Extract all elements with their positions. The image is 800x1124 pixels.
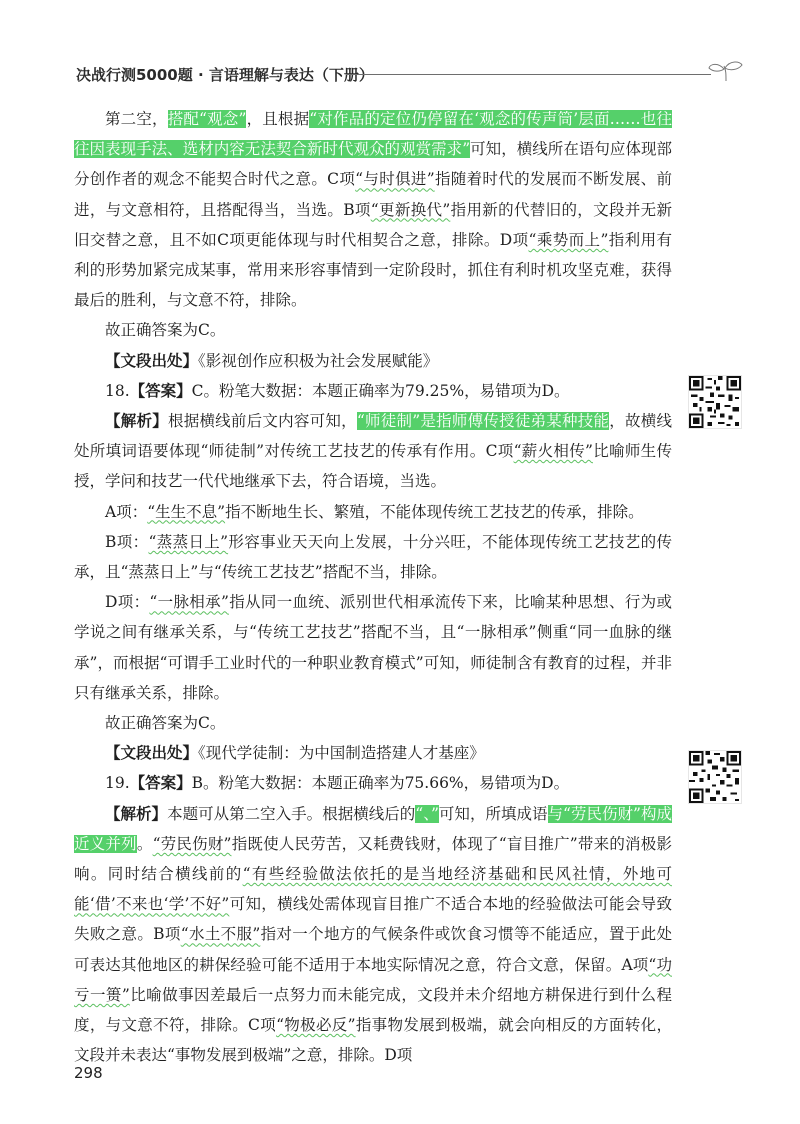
page-number: 298 [74, 1064, 103, 1082]
answer-label: 【答案】 [129, 380, 192, 400]
paragraph: 第二空，搭配“观念”，且根据“对作品的定位仍停留在‘观念的传声筒’层面……也往往因表现手法、选材内容无法契合新时代观众的观赏需求”可知，横线所在语句应体现部分创作者的观念不能契合时代之意。C项“与时俱进”指随着时代的发展而不断发展、前进，与文意相符，且搭配得当，当选。B项“更新换代”指用新的代替旧的，文段并无新旧交替之意，且不如C项更能体现与时代相契合之意，排除。D项“乘势而上”指利用有利的形势加紧完成某事，常用来形容事情到一定阶段时，抓住有利时机攻坚克难，获得最后的胜利，与文意不符，排除。 [74, 110, 672, 310]
highlight: 搭配“观念” [167, 110, 247, 128]
qr-code-icon[interactable] [688, 750, 742, 804]
source-line [74, 346, 672, 376]
paragraph: B项：“蒸蒸日上”形容事业天天向上发展，十分兴旺，不能体现传统工艺技艺的传承，且“蒸蒸日上”与“传统工艺技艺”搭配不当，排除。 [74, 532, 672, 582]
paragraph: 【解析】本题可从第二空入手。根据横线后的“、”可知，所填成语与“劳民伤财”构成近义并列。“劳民伤财”指既使人民劳苦，又耗费钱财，体现了“盲目推广”带来的消极影响。同时结合横线前的“有些经验做法依托的是当地经济基础和民风社情，外地可能‘借’不来也‘学’不好”可知，横线处需体现盲目推广不适合本地的经验做法可能会导致失败之意。B项“水土不服”指对一个地方的气候条件或饮食习惯等不能适应，置于此处可表达其他地区的耕保经验可能不适用于本地实际情况之意，符合文意，保留。A项“功亏一篑”比喻做事因差最后一点努力而未能完成，文段并未介绍地方耕保进行到什么程度，与文意不符，排除。C项“物极必反”指事物发展到极端，就会向相反的方面转化，文段并未表达“事物发展到极端”之意，排除。D项 [74, 803, 672, 1065]
paragraph: A项：“生生不息”指不断地生长、繁殖，不能体现传统工艺技艺的传承，排除。 [105, 502, 644, 521]
wavy-term: “水土不服” [180, 925, 261, 944]
wavy-term: “劳民伤财” [152, 834, 232, 853]
explanation-body [74, 104, 672, 1071]
source-label: 【文段出处】 [105, 743, 199, 763]
wavy-term: “乘势而上” [528, 230, 609, 249]
running-header [76, 60, 746, 94]
wavy-term: “与时俱进” [355, 170, 435, 189]
wavy-term: “功亏一篑” [74, 955, 672, 1004]
wavy-term: “物极必反” [276, 1016, 356, 1035]
source-label: 【文段出处】 [105, 350, 199, 370]
book-title: 决战行测5000题 · 言语理解与表达（下册） [76, 66, 374, 84]
wavy-term: “薪火相传” [513, 442, 593, 461]
source-title: 《现代学徒制：为中国制造搭建人才基座》 [198, 744, 485, 763]
wavy-term: “生生不息” [147, 502, 226, 521]
answer-line: 故正确答案为C。 [105, 714, 226, 733]
highlight: “对作品的定位仍停留在‘观念的传声筒’层面……也往往因表现手法、选材内容无法契合新时代观众的观赏需求” [74, 110, 672, 159]
analysis-label: 【解析】 [105, 411, 168, 431]
header-rule [346, 74, 711, 75]
source-title: 《影视创作应积极为社会发展赋能》 [198, 351, 439, 370]
highlight: “、” [415, 804, 439, 823]
analysis-label: 【解析】 [105, 803, 168, 823]
sprout-leaf-icon [708, 60, 744, 82]
wavy-term: “一脉相承” [149, 593, 229, 612]
question-19-answer: 19.【答案】B。粉笔大数据：本题正确率为75.66%，易错项为D。 [105, 773, 570, 793]
question-18-answer: 18.【答案】C。粉笔大数据：本题正确率为79.25%，易错项为D。 [105, 380, 570, 400]
answer-label: 【答案】 [129, 773, 192, 793]
wavy-term: “蒸蒸日上” [148, 532, 229, 551]
paragraph: 【解析】根据横线前后文内容可知，“师徒制”是指师傅传授徒弟某种技能，故横线处所填词语要体现“师徒制”对传统工艺技艺的传承有作用。C项“薪火相传”比喻师生传授，学问和技艺一代代地继承下去，符合语境，当选。 [74, 411, 672, 491]
qr-code-icon[interactable] [688, 375, 742, 429]
wavy-term: “更新换代” [370, 200, 451, 219]
paragraph: D项：“一脉相承”指从同一血统、派别世代相承流传下来，比喻某种思想、行为或学说之间有继承关系，与“传统工艺技艺”搭配不当，且“一脉相承”侧重“同一血脉的继承”，而根据“可谓手工业时代的一种职业教育模式”可知，师徒制含有教育的过程，并非只有继承关系，排除。 [74, 593, 672, 702]
highlight: 与“劳民伤财”构成近义并列 [74, 804, 672, 853]
source-line [74, 738, 672, 768]
highlight: “师徒制”是指师傅传授徒弟某种技能 [356, 412, 610, 431]
wavy-term: “有些经验做法依托的是当地经济基础和民风社情，外地可能‘借’不来也‘学’不好” [74, 865, 672, 914]
answer-line: 故正确答案为C。 [105, 321, 226, 340]
